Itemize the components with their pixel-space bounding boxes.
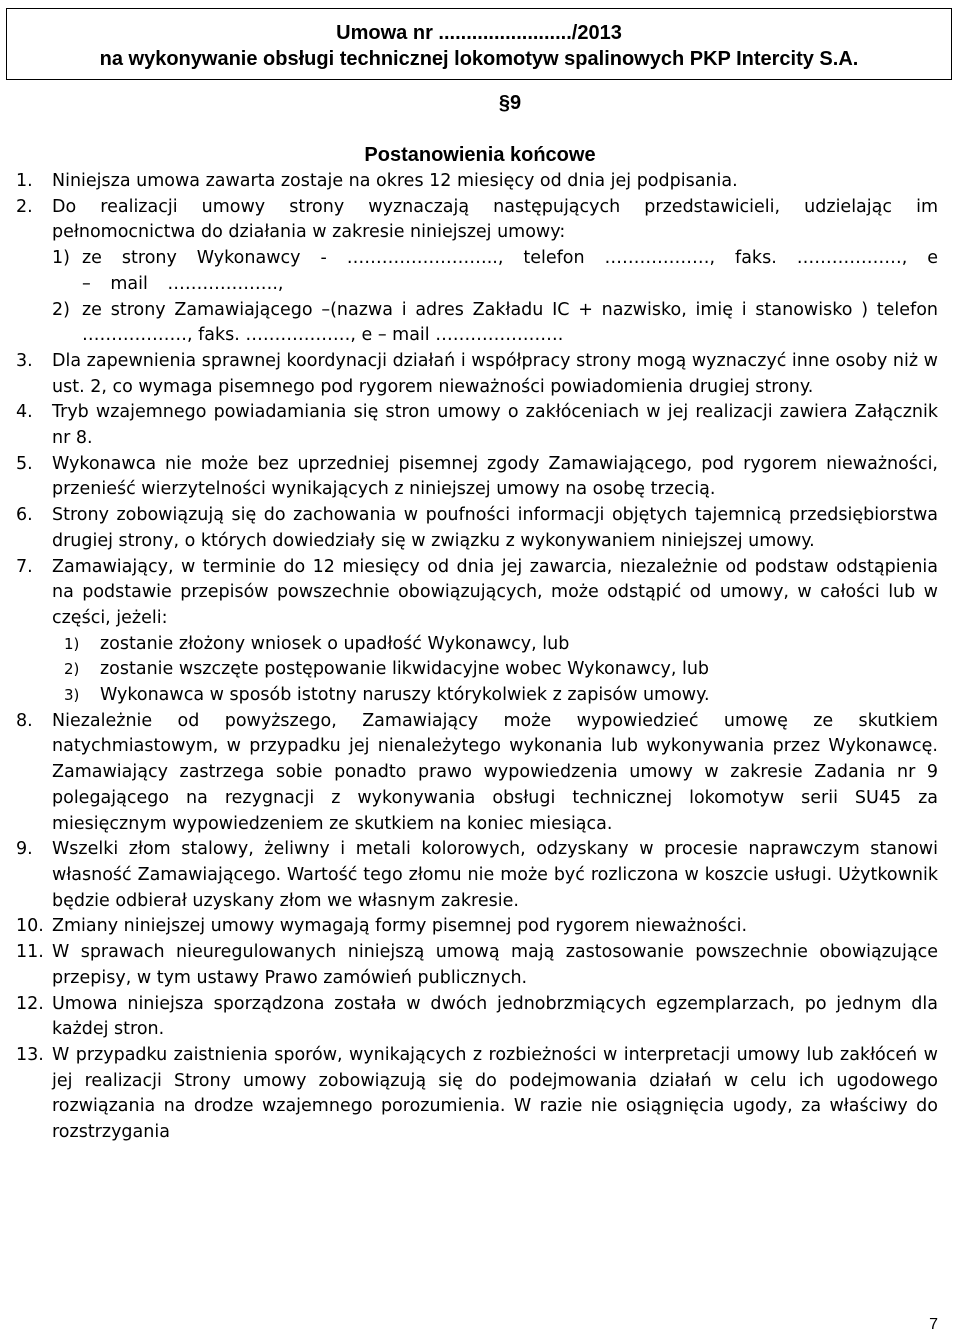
list-item (16, 195, 938, 349)
item-text: Wykonawca nie może bez uprzedniej pisemnej zgody Zamawiającego, pod rygorem nieważności, przenieść wierzytelności wynikających z niniejszej umowy na osobę trzecią. (52, 453, 938, 500)
list-item (16, 914, 938, 940)
section-title: Postanowienia końcowe (364, 144, 596, 166)
item-number: 3. (16, 350, 33, 371)
item-text: Umowa niniejsza sporządzona została w dwóch jednobrzmiących egzemplarzach, po jednym dla każdej stron. (52, 993, 938, 1040)
item-number: 5. (16, 453, 33, 474)
page-number: 7 (929, 1316, 938, 1333)
provisions-list (16, 169, 938, 1146)
item-number: 11. (16, 942, 44, 963)
list-item (16, 169, 938, 195)
sub-item (52, 683, 938, 709)
item-text: W sprawach nieuregulowanych niniejszą umową mają zastosowanie powszechnie obowiązujące przepisy, w tym ustawy Prawo zamówień publicznych. (52, 942, 938, 988)
list-item (16, 940, 938, 991)
item-text: Niezależnie od powyższego, Zamawiający może wypowiedzieć umowę ze skutkiem natychmiastowym, w przypadku jej nienależytego wykonania lub wykonywania przez Wykonawcę. Zamawiający zastrzega sobie ponadto prawo wypowiedzenia umowy w zakresie Zadania nr 9 polegającego na rezygnacji z wykonywania obsługi technicznej lokomotyw serii SU45 za miesięcznym wypowiedzeniem ze skutkiem na koniec miesiąca. (52, 710, 938, 834)
item-text: Tryb wzajemnego powiadamiania się stron umowy o zakłóceniach w jej realizacji zawiera Załącznik nr 8. (52, 402, 938, 449)
sub-item-text: ze strony Wykonawcy - …………………….., telefon ………………, faks. ………………, e – mail ………………., (82, 248, 938, 294)
sub-item-text: ze strony Zamawiającego –(nazwa i adres Zakładu IC + nazwisko, imię i stanowisko ) telefon ………………, faks. ………………, e – mail …………………. (82, 299, 938, 346)
list-item (16, 452, 938, 503)
list-item (16, 349, 938, 400)
sub-item (52, 657, 938, 683)
item-number: 12. (16, 993, 44, 1014)
contract-header-box (6, 8, 952, 80)
list-item (16, 709, 938, 838)
item-text: W przypadku zaistnienia sporów, wynikających z rozbieżności w interpretacji umowy lub zakłóceń w jej realizacji Strony umowy zobowiązują się do podejmowania działań w celu ich ugodowego rozwiązania na drodze wzajemnego porozumienia. W razie nie osiągnięcia ugody, za właściwy do rozstrzygania (52, 1044, 938, 1143)
list-item (16, 992, 938, 1043)
sub-item-number: 2) (64, 660, 80, 679)
contract-subject: na wykonywanie obsługi technicznej lokomotyw spalinowych PKP Intercity S.A. (99, 48, 859, 70)
sub-item-text: Wykonawca w sposób istotny naruszy którykolwiek z zapisów umowy. (100, 685, 710, 706)
item-number: 1. (16, 171, 33, 191)
sub-item-number: 1) (52, 248, 70, 269)
item-text: Zmiany niniejszej umowy wymagają formy pisemnej pod rygorem nieważności. (52, 916, 748, 937)
sub-item-text: zostanie wszczęte postępowanie likwidacyjne wobec Wykonawcy, lub (100, 659, 710, 680)
item-number: 10. (16, 916, 44, 937)
sub-item (52, 246, 938, 297)
sub-item-number: 1) (64, 634, 80, 653)
item-text: Strony zobowiązują się do zachowania w poufności informacji objętych tajemnicą przedsiębiorstwa drugiej strony, o których dowiedziały się w związku z wykonywaniem niniejszej umowy. (52, 505, 938, 551)
item-text: Wszelki złom stalowy, żeliwny i metali kolorowych, odzyskany w procesie naprawczym stanowi własność Zamawiającego. Wartość tego złomu nie może być rozliczona w koszcie usługi. Użytkownik będzie odbierał uzyskany złom we własnym zakresie. (52, 839, 938, 911)
item-text: Zamawiający, w terminie do 12 miesięcy od dnia jej zawarcia, niezależnie od podstaw odstąpienia na podstawie przepisów powszechnie obowiązujących, może odstąpić od umowy, w całości lub w części, jeżeli: (52, 556, 938, 628)
list-item (16, 837, 938, 914)
item-number: 8. (16, 710, 33, 731)
item-text: Niniejsza umowa zawarta zostaje na okres 12 miesięcy od dnia jej podpisania. (52, 171, 738, 191)
item-number: 7. (16, 556, 33, 577)
item-number: 9. (16, 839, 33, 860)
item-number: 4. (16, 402, 33, 423)
list-item (16, 555, 938, 709)
sub-item-number: 3) (64, 686, 80, 705)
sub-item (52, 632, 938, 658)
list-item (16, 400, 938, 451)
item-number: 6. (16, 505, 33, 526)
list-item (16, 503, 938, 554)
sub-item-number: 2) (52, 299, 70, 320)
contract-number: Umowa nr ......................../2013 (336, 22, 622, 44)
sub-item (52, 298, 938, 349)
item-number: 2. (16, 196, 33, 217)
item-number: 13. (16, 1044, 44, 1065)
sub-item-text: zostanie złożony wniosek o upadłość Wykonawcy, lub (100, 633, 570, 654)
list-item (16, 1043, 938, 1146)
item-text: Do realizacji umowy strony wyznaczają następujących przedstawicieli, udzielając im pełnomocnictwa do działania w zakresie niniejszej umowy: (52, 196, 938, 243)
item-text: Dla zapewnienia sprawnej koordynacji działań i współpracy strony mogą wyznaczyć inne osoby niż w ust. 2, co wymaga pisemnego pod rygorem nieważności powiadomienia drugiej strony. (52, 350, 938, 397)
section-number: §9 (498, 92, 522, 114)
